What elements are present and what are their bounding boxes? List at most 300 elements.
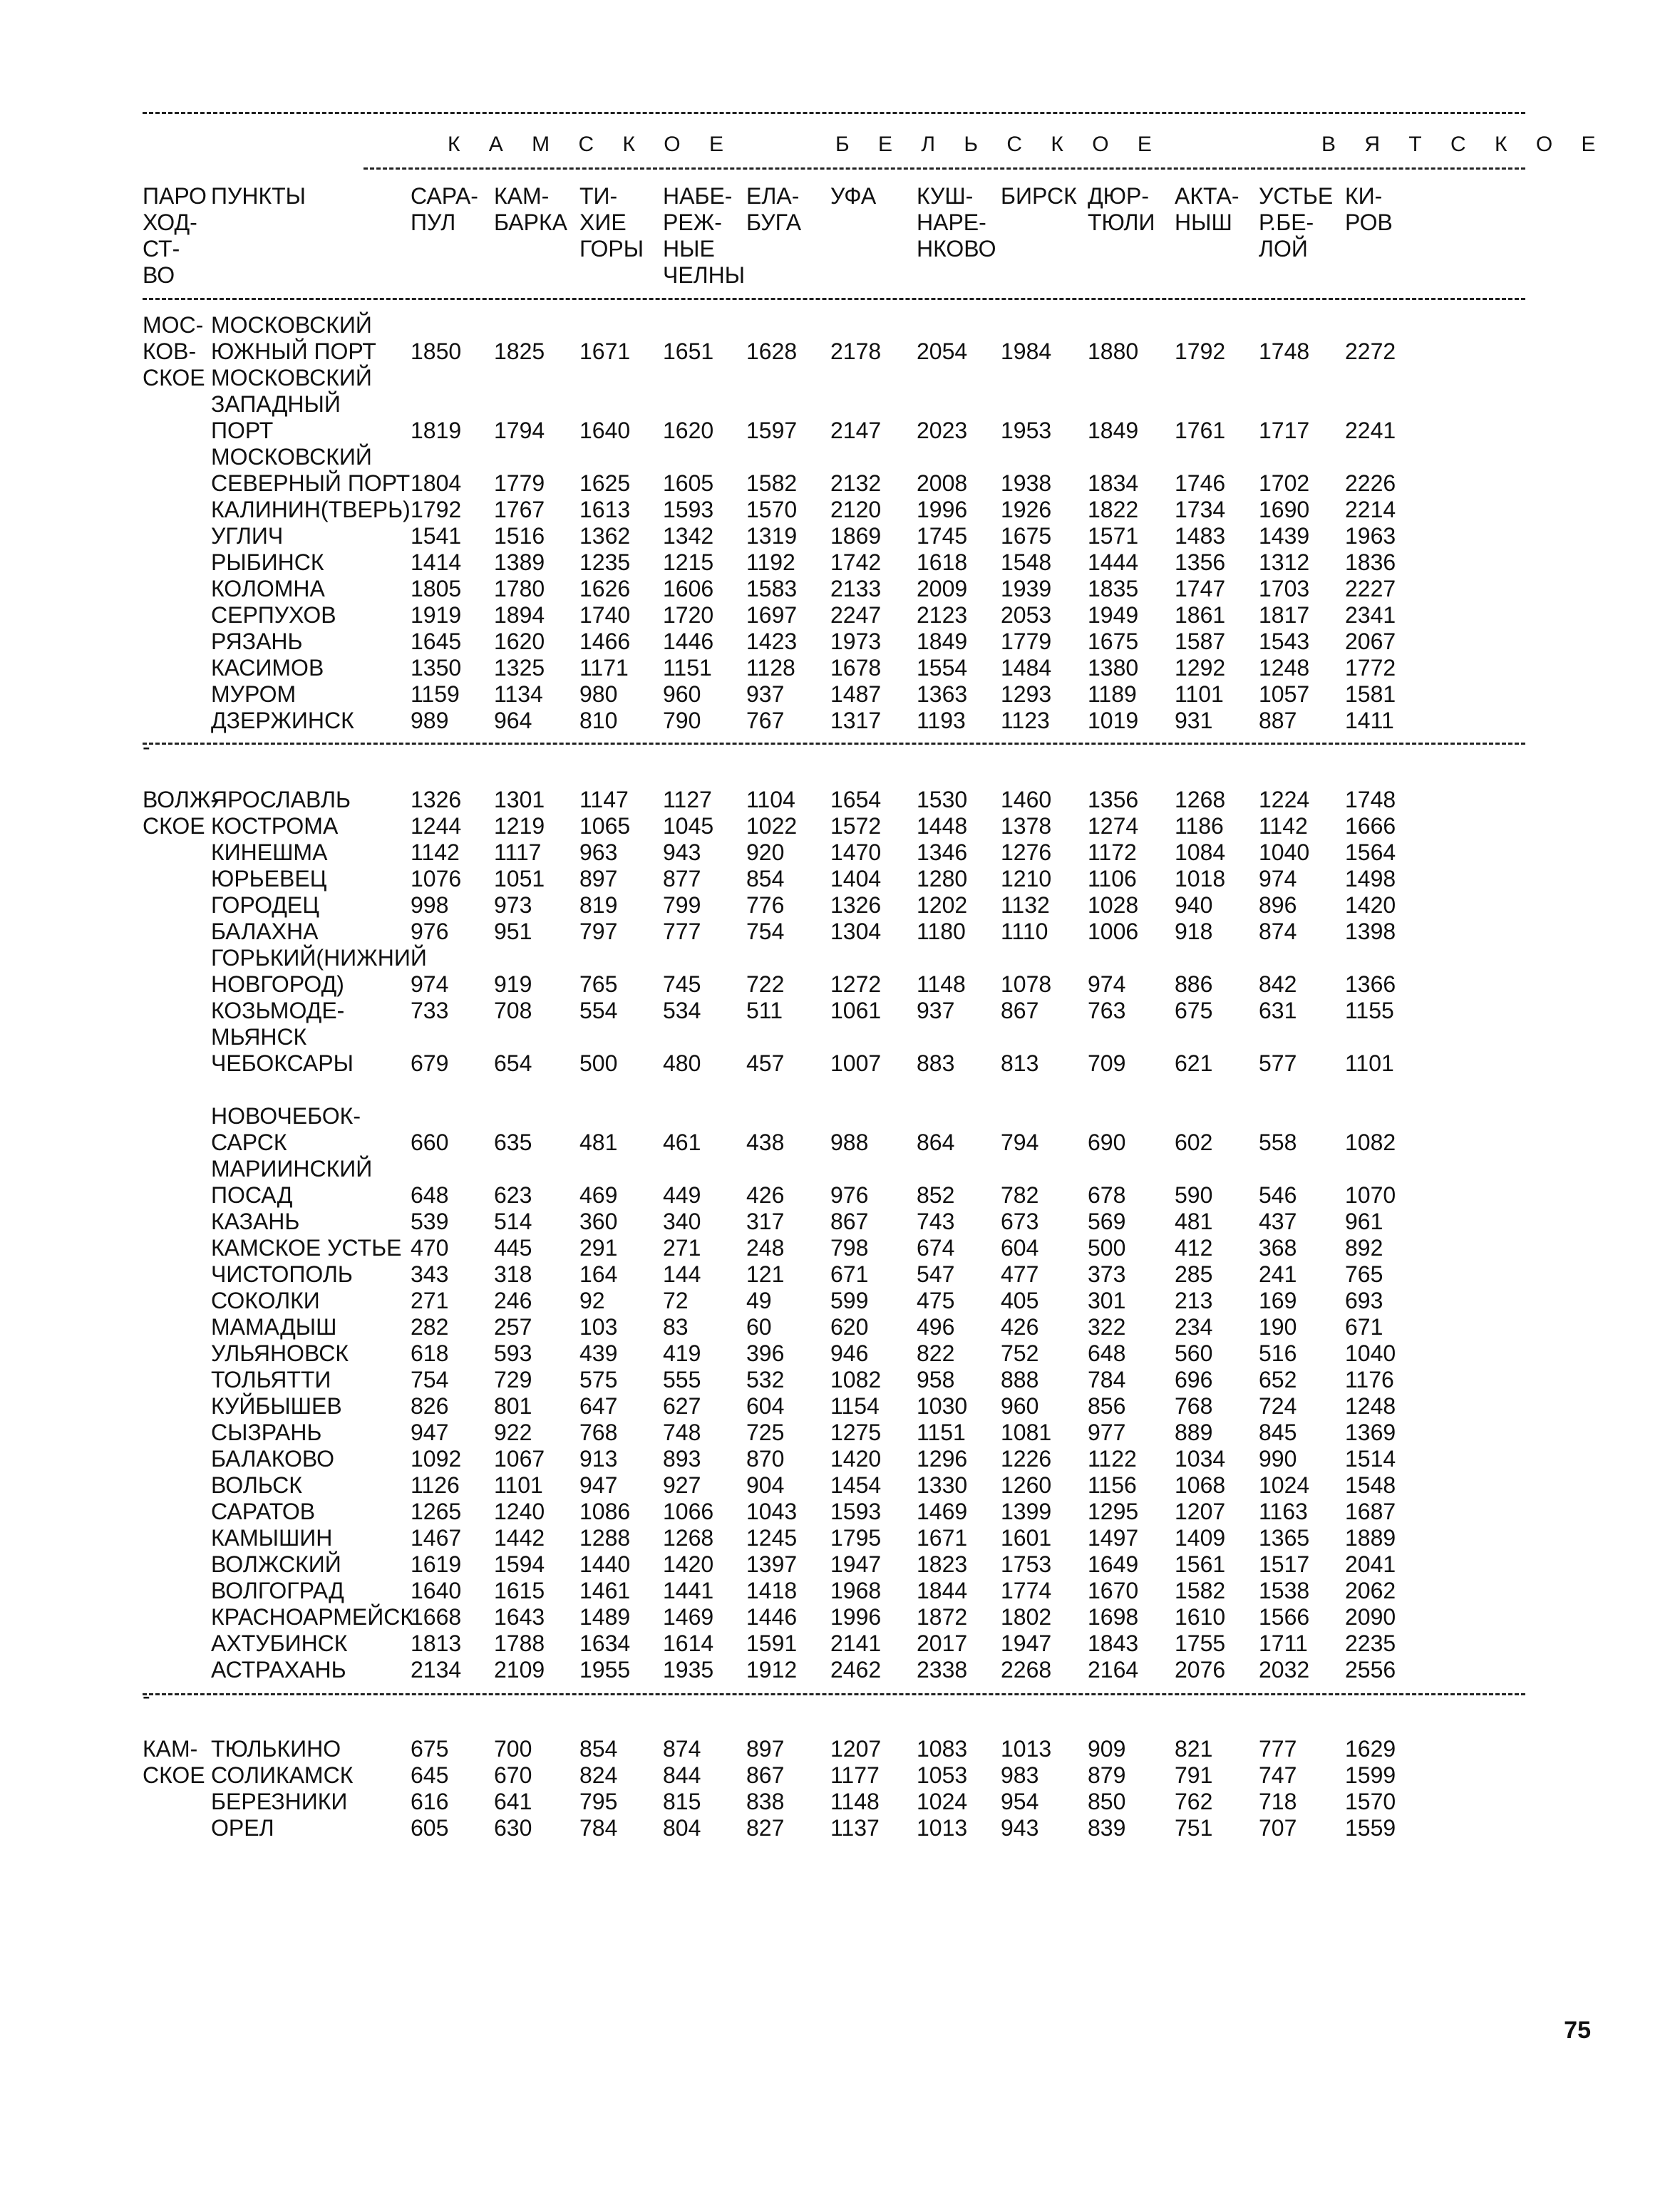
distance-value-cell: 1110 — [1001, 919, 1048, 944]
distance-value-cell: 1939 — [1001, 576, 1052, 601]
distance-value-cell: 285 — [1175, 1261, 1213, 1287]
distance-value-cell: 909 — [1088, 1736, 1126, 1762]
distance-value-cell: 2062 — [1345, 1578, 1396, 1603]
distance-value-cell: 1326 — [830, 892, 882, 918]
distance-value-cell: 1748 — [1259, 338, 1310, 364]
distance-value-cell: 784 — [579, 1815, 618, 1841]
distance-value-cell: 2268 — [1001, 1657, 1052, 1683]
shipping-company-cell: СКОЕ — [143, 813, 205, 839]
distance-value-cell: 1850 — [411, 338, 462, 364]
distance-value-cell: 322 — [1088, 1314, 1126, 1340]
distance-value-cell: 1618 — [917, 549, 968, 575]
distance-value-cell: 1593 — [830, 1499, 882, 1524]
distance-value-cell: 1645 — [411, 629, 462, 654]
point-name-cell: САРСК — [211, 1130, 287, 1155]
distance-value-cell: 1779 — [1001, 629, 1052, 654]
distance-value-cell: 1446 — [663, 629, 714, 654]
distance-value-cell: 1844 — [917, 1578, 968, 1603]
distance-value-cell: 1028 — [1088, 892, 1139, 918]
point-name-cell: КУЙБЫШЕВ — [211, 1393, 342, 1419]
distance-value-cell: 1926 — [1001, 497, 1052, 522]
point-name-cell: ГОРОДЕЦ — [211, 892, 319, 918]
distance-value-cell: 1591 — [746, 1630, 798, 1656]
distance-value-cell: 652 — [1259, 1367, 1297, 1392]
distance-value-cell: 2147 — [830, 418, 882, 443]
distance-value-cell: 1548 — [1001, 549, 1052, 575]
distance-value-cell: 1292 — [1175, 655, 1226, 681]
distance-value-cell: 824 — [579, 1762, 618, 1788]
distance-value-cell: 745 — [663, 971, 701, 997]
distance-value-cell: 1350 — [411, 655, 462, 681]
distance-value-cell: 2023 — [917, 418, 968, 443]
distance-value-cell: 1767 — [494, 497, 545, 522]
distance-value-cell: 496 — [917, 1314, 955, 1340]
distance-value-cell: 988 — [830, 1130, 869, 1155]
distance-value-cell: 729 — [494, 1367, 532, 1392]
distance-value-cell: 1378 — [1001, 813, 1052, 839]
distance-value-cell: 954 — [1001, 1789, 1039, 1814]
distance-value-cell: 1610 — [1175, 1604, 1226, 1630]
distance-value-cell: 693 — [1345, 1288, 1383, 1313]
distance-value-cell: 555 — [663, 1367, 701, 1392]
distance-value-cell: 1581 — [1345, 681, 1396, 707]
point-name-cell: СЕВЕРНЫЙ ПОРТ — [211, 470, 411, 496]
column-header-parokhodstvo: ПАРО ХОД- СТ- ВО — [143, 183, 207, 288]
distance-value-cell: 481 — [579, 1130, 618, 1155]
distance-value-cell: 144 — [663, 1261, 701, 1287]
point-name-cell: ПОСАД — [211, 1182, 293, 1208]
header-bottom-rule — [143, 298, 1525, 300]
point-name-cell: КАЛИНИН(ТВЕРЬ) — [211, 497, 411, 522]
distance-value-cell: 1202 — [917, 892, 968, 918]
distance-value-cell: 1740 — [579, 602, 631, 628]
distance-value-cell: 1698 — [1088, 1604, 1139, 1630]
distance-value-cell: 1720 — [663, 602, 714, 628]
shipping-company-cell: КАМ- — [143, 1736, 198, 1762]
distance-value-cell: 927 — [663, 1472, 701, 1498]
distance-value-cell: 1516 — [494, 523, 545, 549]
distance-value-cell: 1325 — [494, 655, 545, 681]
distance-value-cell: 1106 — [1088, 866, 1137, 891]
distance-value-cell: 1849 — [917, 629, 968, 654]
distance-value-cell: 554 — [579, 998, 618, 1023]
distance-value-cell: 943 — [663, 839, 701, 865]
point-name-cell: МОСКОВСКИЙ — [211, 444, 372, 470]
distance-value-cell: 1275 — [830, 1420, 882, 1445]
distance-value-cell: 2272 — [1345, 338, 1396, 364]
distance-value-cell: 635 — [494, 1130, 532, 1155]
distance-value-cell: 1702 — [1259, 470, 1310, 496]
distance-value-cell: 1040 — [1345, 1340, 1396, 1366]
distance-value-cell: 670 — [494, 1762, 532, 1788]
distance-value-cell: 1570 — [746, 497, 798, 522]
point-name-cell: СЫЗРАНЬ — [211, 1420, 322, 1445]
distance-value-cell: 1304 — [830, 919, 882, 944]
column-header: НАБЕ- РЕЖ- НЫЕ ЧЕЛНЫ — [663, 183, 746, 288]
distance-value-cell: 1779 — [494, 470, 545, 496]
distance-value-cell: 1356 — [1175, 549, 1226, 575]
distance-value-cell: 1487 — [830, 681, 882, 707]
distance-value-cell: 301 — [1088, 1288, 1126, 1313]
column-header: ТИ- ХИЕ ГОРЫ — [579, 183, 644, 262]
distance-value-cell: 883 — [917, 1050, 955, 1076]
distance-value-cell: 1601 — [1001, 1525, 1052, 1551]
distance-value-cell: 1594 — [494, 1551, 545, 1577]
distance-value-cell: 1675 — [1088, 629, 1139, 654]
distance-value-cell: 960 — [1001, 1393, 1039, 1419]
distance-value-cell: 1293 — [1001, 681, 1052, 707]
shipping-company-cell: КОВ- — [143, 338, 197, 364]
distance-value-cell: 72 — [663, 1288, 689, 1313]
distance-value-cell: 620 — [830, 1314, 869, 1340]
distance-value-cell: 888 — [1001, 1367, 1039, 1392]
distance-value-cell: 271 — [411, 1288, 449, 1313]
distance-value-cell: 1566 — [1259, 1604, 1310, 1630]
distance-value-cell: 1084 — [1175, 839, 1226, 865]
distance-value-cell: 396 — [746, 1340, 785, 1366]
distance-value-cell: 874 — [663, 1736, 701, 1762]
distance-value-cell: 1894 — [494, 602, 545, 628]
distance-value-cell: 819 — [579, 892, 618, 918]
distance-value-cell: 1399 — [1001, 1499, 1052, 1524]
distance-value-cell: 1081 — [1001, 1420, 1052, 1445]
distance-value-cell: 631 — [1259, 998, 1297, 1023]
distance-value-cell: 1142 — [1259, 813, 1308, 839]
shipping-company-cell: МОС- — [143, 312, 204, 338]
column-header: АКТА- НЫШ — [1175, 183, 1239, 235]
distance-value-cell: 1070 — [1345, 1182, 1396, 1208]
distance-value-cell: 675 — [1175, 998, 1213, 1023]
distance-value-cell: 1554 — [917, 655, 968, 681]
distance-value-cell: 1467 — [411, 1525, 462, 1551]
distance-value-cell: 1030 — [917, 1393, 968, 1419]
distance-value-cell: 1006 — [1088, 919, 1139, 944]
distance-value-cell: 1996 — [830, 1604, 882, 1630]
distance-value-cell: 1260 — [1001, 1472, 1052, 1498]
distance-value-cell: 1880 — [1088, 338, 1139, 364]
distance-value-cell: 1996 — [917, 497, 968, 522]
distance-value-cell: 765 — [1345, 1261, 1383, 1287]
distance-value-cell: 1678 — [830, 655, 882, 681]
distance-value-cell: 854 — [579, 1736, 618, 1762]
distance-value-cell: 2076 — [1175, 1657, 1226, 1683]
distance-value-cell: 1792 — [1175, 338, 1226, 364]
distance-value-cell: 1822 — [1088, 497, 1139, 522]
distance-value-cell: 1599 — [1345, 1762, 1396, 1788]
distance-value-cell: 821 — [1175, 1736, 1213, 1762]
distance-value-cell: 1703 — [1259, 576, 1310, 601]
distance-value-cell: 707 — [1259, 1815, 1297, 1841]
distance-value-cell: 1154 — [830, 1393, 880, 1419]
top-rule — [143, 112, 1525, 114]
distance-value-cell: 842 — [1259, 971, 1297, 997]
distance-value-cell: 419 — [663, 1340, 701, 1366]
distance-value-cell: 602 — [1175, 1130, 1213, 1155]
distance-value-cell: 1078 — [1001, 971, 1052, 997]
distance-value-cell: 1397 — [746, 1551, 798, 1577]
distance-value-cell: 621 — [1175, 1050, 1213, 1076]
shipping-company-cell: - — [143, 734, 150, 760]
distance-value-cell: 1454 — [830, 1472, 882, 1498]
distance-value-cell: 973 — [494, 892, 532, 918]
distance-value-cell: 599 — [830, 1288, 869, 1313]
distance-value-cell: 1068 — [1175, 1472, 1226, 1498]
distance-value-cell: 960 — [663, 681, 701, 707]
distance-value-cell: 725 — [746, 1420, 785, 1445]
column-header: ЕЛА- БУГА — [746, 183, 802, 235]
distance-value-cell: 989 — [411, 708, 449, 733]
distance-value-cell: 776 — [746, 892, 785, 918]
distance-value-cell: 360 — [579, 1209, 618, 1234]
distance-value-cell: 696 — [1175, 1367, 1213, 1392]
point-name-cell: МАРИИНСКИЙ — [211, 1156, 373, 1182]
distance-value-cell: 1587 — [1175, 629, 1226, 654]
distance-value-cell: 1051 — [494, 866, 545, 891]
distance-value-cell: 2054 — [917, 338, 968, 364]
distance-value-cell: 1514 — [1345, 1446, 1396, 1472]
distance-value-cell: 1947 — [1001, 1630, 1052, 1656]
distance-value-cell: 445 — [494, 1235, 532, 1261]
distance-value-cell: 1446 — [746, 1604, 798, 1630]
distance-value-cell: 343 — [411, 1261, 449, 1287]
distance-value-cell: 1319 — [746, 523, 798, 549]
point-name-cell: ТОЛЬЯТТИ — [211, 1367, 331, 1392]
distance-value-cell: 1380 — [1088, 655, 1139, 681]
distance-value-cell: 1792 — [411, 497, 462, 522]
point-name-cell: КИНЕШМА — [211, 839, 328, 865]
distance-value-cell: 1570 — [1345, 1789, 1396, 1814]
distance-value-cell: 340 — [663, 1209, 701, 1234]
distance-value-cell: 1122 — [1088, 1446, 1137, 1472]
distance-value-cell: 1619 — [411, 1551, 462, 1577]
distance-value-cell: 1207 — [830, 1736, 882, 1762]
distance-value-cell: 2090 — [1345, 1604, 1396, 1630]
column-header: САРА- ПУЛ — [411, 183, 478, 235]
distance-value-cell: 1420 — [830, 1446, 882, 1472]
distance-value-cell: 647 — [579, 1393, 618, 1419]
distance-value-cell: 1043 — [746, 1499, 798, 1524]
distance-value-cell: 998 — [411, 892, 449, 918]
distance-value-cell: 1651 — [663, 338, 714, 364]
distance-value-cell: 1369 — [1345, 1420, 1396, 1445]
point-name-cell: ОРЕЛ — [211, 1815, 274, 1841]
distance-value-cell: 1404 — [830, 866, 882, 891]
distance-value-cell: 1128 — [746, 655, 795, 681]
distance-value-cell: 1013 — [917, 1815, 968, 1841]
distance-value-cell: 164 — [579, 1261, 618, 1287]
distance-value-cell: 799 — [663, 892, 701, 918]
distance-value-cell: 870 — [746, 1446, 785, 1472]
distance-value-cell: 1092 — [411, 1446, 462, 1472]
distance-value-cell: 990 — [1259, 1446, 1297, 1472]
distance-value-cell: 838 — [746, 1789, 785, 1814]
distance-value-cell: 754 — [746, 919, 785, 944]
distance-value-cell: 1439 — [1259, 523, 1310, 549]
distance-value-cell: 514 — [494, 1209, 532, 1234]
distance-value-cell: 1186 — [1175, 813, 1224, 839]
distance-value-cell: 1210 — [1001, 866, 1052, 891]
distance-value-cell: 1825 — [494, 338, 545, 364]
distance-value-cell: 1171 — [579, 655, 629, 681]
distance-value-cell: 1469 — [663, 1604, 714, 1630]
distance-value-cell: 2227 — [1345, 576, 1396, 601]
point-name-cell: ПОРТ — [211, 418, 274, 443]
distance-value-cell: 1755 — [1175, 1630, 1226, 1656]
distance-value-cell: 1127 — [663, 787, 712, 812]
distance-value-cell: 2132 — [830, 470, 882, 496]
point-name-cell: МАМАДЫШ — [211, 1314, 337, 1340]
distance-value-cell: 1643 — [494, 1604, 545, 1630]
distance-value-cell: 768 — [1175, 1393, 1213, 1419]
distance-value-cell: 1224 — [1259, 787, 1310, 812]
distance-value-cell: 854 — [746, 866, 785, 891]
distance-value-cell: 1742 — [830, 549, 882, 575]
distance-value-cell: 2134 — [411, 1657, 462, 1683]
distance-value-cell: 190 — [1259, 1314, 1297, 1340]
distance-value-cell: 897 — [746, 1736, 785, 1762]
distance-value-cell: 751 — [1175, 1815, 1213, 1841]
distance-value-cell: 1268 — [663, 1525, 714, 1551]
distance-value-cell: 1151 — [917, 1420, 966, 1445]
point-name-cell: КОЗЬМОДЕ- — [211, 998, 345, 1023]
distance-value-cell: 790 — [663, 708, 701, 733]
column-header: КИ- РОВ — [1345, 183, 1393, 235]
distance-value-cell: 904 — [746, 1472, 785, 1498]
column-header: КУШ- НАРЕ- НКОВО — [917, 183, 996, 262]
distance-value-cell: 1045 — [663, 813, 714, 839]
distance-value-cell: 976 — [411, 919, 449, 944]
distance-value-cell: 1802 — [1001, 1604, 1052, 1630]
shipping-company-cell: СКОЕ — [143, 365, 205, 391]
distance-value-cell: 1444 — [1088, 549, 1139, 575]
distance-value-cell: 1583 — [746, 576, 798, 601]
distance-value-cell: 1366 — [1345, 971, 1396, 997]
distance-value-cell: 897 — [579, 866, 618, 891]
distance-value-cell: 1163 — [1259, 1499, 1308, 1524]
distance-value-cell: 797 — [579, 919, 618, 944]
distance-value-cell: 1912 — [746, 1657, 798, 1683]
distance-value-cell: 1805 — [411, 576, 462, 601]
distance-value-cell: 747 — [1259, 1762, 1297, 1788]
distance-value-cell: 1342 — [663, 523, 714, 549]
distance-value-cell: 777 — [663, 919, 701, 944]
point-name-cell: КАМЫШИН — [211, 1525, 333, 1551]
distance-value-cell: 1312 — [1259, 549, 1310, 575]
distance-value-cell: 457 — [746, 1050, 785, 1076]
distance-value-cell: 1745 — [917, 523, 968, 549]
point-name-cell: МУРОМ — [211, 681, 297, 707]
distance-value-cell: 937 — [746, 681, 785, 707]
distance-value-cell: 1849 — [1088, 418, 1139, 443]
distance-value-cell: 1548 — [1345, 1472, 1396, 1498]
distance-value-cell: 1717 — [1259, 418, 1310, 443]
distance-value-cell: 733 — [411, 998, 449, 1023]
distance-value-cell: 922 — [494, 1420, 532, 1445]
distance-value-cell: 547 — [917, 1261, 955, 1287]
distance-value-cell: 946 — [830, 1340, 869, 1366]
distance-value-cell: 1794 — [494, 418, 545, 443]
distance-value-cell: 1666 — [1345, 813, 1396, 839]
point-name-cell: АХТУБИНСК — [211, 1630, 348, 1656]
distance-value-cell: 951 — [494, 919, 532, 944]
point-name-cell: СОКОЛКИ — [211, 1288, 320, 1313]
distance-value-cell: 257 — [494, 1314, 532, 1340]
distance-value-cell: 241 — [1259, 1261, 1297, 1287]
distance-value-cell: 1461 — [579, 1578, 631, 1603]
distance-value-cell: 1697 — [746, 602, 798, 628]
distance-value-cell: 1346 — [917, 839, 968, 865]
distance-value-cell: 1834 — [1088, 470, 1139, 496]
distance-value-cell: 1083 — [917, 1736, 968, 1762]
distance-value-cell: 539 — [411, 1209, 449, 1234]
distance-value-cell: 845 — [1259, 1420, 1297, 1445]
distance-value-cell: 532 — [746, 1367, 785, 1392]
distance-value-cell: 1687 — [1345, 1499, 1396, 1524]
distance-value-cell: 1040 — [1259, 839, 1310, 865]
distance-value-cell: 1065 — [579, 813, 631, 839]
distance-value-cell: 641 — [494, 1789, 532, 1814]
distance-value-cell: 291 — [579, 1235, 618, 1261]
distance-value-cell: 767 — [746, 708, 785, 733]
shipping-company-cell: - — [143, 1683, 150, 1709]
distance-value-cell: 1795 — [830, 1525, 882, 1551]
distance-value-cell: 477 — [1001, 1261, 1039, 1287]
distance-value-cell: 271 — [663, 1235, 701, 1261]
distance-value-cell: 1189 — [1088, 681, 1137, 707]
distance-value-cell: 1448 — [917, 813, 968, 839]
distance-value-cell: 674 — [917, 1235, 955, 1261]
distance-value-cell: 60 — [746, 1314, 772, 1340]
distance-value-cell: 234 — [1175, 1314, 1213, 1340]
distance-value-cell: 947 — [411, 1420, 449, 1445]
point-name-cell: МОСКОВСКИЙ — [211, 312, 372, 338]
distance-value-cell: 92 — [579, 1288, 605, 1313]
distance-value-cell: 801 — [494, 1393, 532, 1419]
distance-value-cell: 1772 — [1345, 655, 1396, 681]
distance-value-cell: 1274 — [1088, 813, 1139, 839]
distance-value-cell: 1226 — [1001, 1446, 1052, 1472]
column-header: ДЮР- ТЮЛИ — [1088, 183, 1155, 235]
distance-value-cell: 976 — [830, 1182, 869, 1208]
distance-value-cell: 879 — [1088, 1762, 1126, 1788]
distance-value-cell: 822 — [917, 1340, 955, 1366]
distance-value-cell: 708 — [494, 998, 532, 1023]
distance-value-cell: 1104 — [746, 787, 795, 812]
point-name-cell: БАЛАХНА — [211, 919, 319, 944]
distance-value-cell: 480 — [663, 1050, 701, 1076]
distance-value-cell: 1440 — [579, 1551, 631, 1577]
column-header: КАМ- БАРКА — [494, 183, 567, 235]
distance-value-cell: 604 — [746, 1393, 785, 1419]
distance-value-cell: 1649 — [1088, 1551, 1139, 1577]
distance-value-cell: 1747 — [1175, 576, 1226, 601]
distance-value-cell: 1409 — [1175, 1525, 1226, 1551]
distance-value-cell: 1620 — [494, 629, 545, 654]
distance-value-cell: 2009 — [917, 576, 968, 601]
distance-value-cell: 1489 — [579, 1604, 631, 1630]
distance-value-cell: 1123 — [1001, 708, 1050, 733]
distance-value-cell: 827 — [746, 1815, 785, 1841]
distance-value-cell: 671 — [1345, 1314, 1383, 1340]
distance-value-cell: 700 — [494, 1736, 532, 1762]
distance-value-cell: 794 — [1001, 1130, 1039, 1155]
distance-value-cell: 1330 — [917, 1472, 968, 1498]
distance-value-cell: 660 — [411, 1130, 449, 1155]
distance-value-cell: 795 — [579, 1789, 618, 1814]
distance-value-cell: 2109 — [494, 1657, 545, 1683]
distance-value-cell: 1442 — [494, 1525, 545, 1551]
distance-value-cell: 575 — [579, 1367, 618, 1392]
